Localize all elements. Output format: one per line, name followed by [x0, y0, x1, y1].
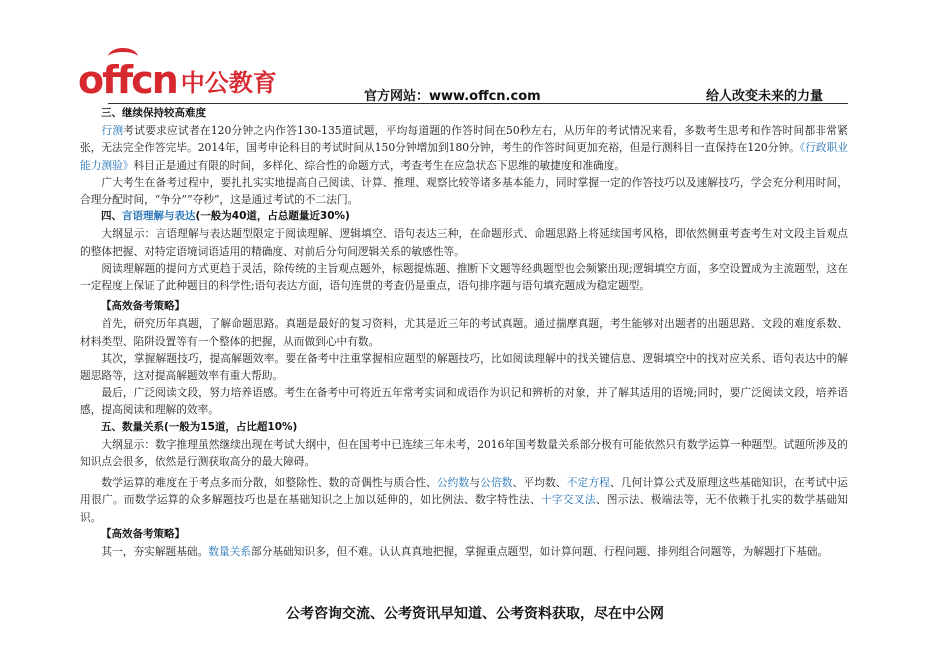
section-5-paragraph-3: 其一，夯实解题基础。数量关系部分基础知识多，但不难。认认真真地把握，掌握重点题型，如计算问题、行程问题、排列组合问题等，为解题打下基础。 [101, 545, 829, 559]
footer-slogan: 公考咨询交流、公考资讯早知道、公考资料获取，尽在中公网 [286, 606, 664, 622]
offcn-logo[interactable] [78, 56, 277, 100]
section-4-paragraph-5: 最后，广泛阅读文段，努力培养语感。考生在备考中可将近五年常考实词和成语作为识记和辨析的对象，并了解其适用的语境;同时，要广泛阅读文段，培养语感，提高阅读和理解的效率。 [80, 386, 848, 417]
section-4-paragraph-1: 大纲显示：言语理解与表达题型限定于阅读理解、逻辑填空、语句表达三种，在命题形式、命题思路上将延续国考风格，即依然侧重考查考生对文段主旨观点的整体把握、对特定语境词语适用的精确度、对前后分句间逻辑关系的敏感性等。 [80, 227, 848, 258]
section-3-paragraph-1: 行测考试要求应试者在120分钟之内作答130-135道试题，平均每道题的作答时间在50秒左右，从历年的考试情况来看，多数考生思考和作答时间都非常紧张，无法完全作答完毕。2014年，国考申论科目的考试时间从150分钟增加到180分钟，考生的作答时间更加充裕，但是行测科目一直保持在120分钟。《行政职业能力测验》科目正是通过有限的时间，多样化、综合性的命题方式，考查考生在应急状态下思维的敏捷度和准确度。 [80, 124, 849, 172]
section-5-heading: 五、数量关系(一般为15道，占比超10%) [101, 420, 298, 433]
section-4-paragraph-2: 阅读理解题的提问方式更趋于灵活，除传统的主旨观点题外，标题提炼题、推断下文题等经典题型也会频繁出现;逻辑填空方面，多空设置成为主流题型，这在一定程度上保证了此种题目的科学性;语句表达方面，语句连贯的考查仍是重点，语句排序题与语句填充题成为稳定题型。 [80, 261, 848, 293]
shizijiaocha-link[interactable]: 十字交叉法 [540, 493, 596, 507]
section-4-paragraph-4: 其次，掌握解题技巧，提高解题效率。要在备考中注重掌握相应题型的解题技巧，比如阅读理解中的找关键信息、逻辑填空中的找对应关系、语句表达中的解题思路等，这对提高解题效率有重大帮助。 [80, 351, 848, 383]
gongbeishu-link[interactable]: 公倍数 [480, 476, 513, 490]
xingzheng-test-link[interactable]: 《行政职业能力测验》 [80, 141, 849, 172]
yanyu-link[interactable]: 言语理解与表达 [122, 210, 196, 223]
section-4-strategy-heading: 【高效备考策略】 [101, 300, 185, 313]
document-body [80, 105, 848, 560]
section-5-paragraph-2: 数学运算的难度在于考点多而分散，如整除性、数的奇偶性与质合性、公约数与公倍数、平均数、不定方程、几何计算公式及原理这些基础知识，在考试中运用很广。而数学运算的众多解题技巧也是在基础知识之上加以延伸的，如比例法、数字特性法、十字交叉法、图示法、极端法等，无不依赖于扎实的数学基础知识。 [80, 476, 848, 524]
budingfangcheng-link[interactable]: 不定方程 [566, 476, 611, 490]
logo-latin-text: offcn [78, 58, 177, 102]
section-3-heading: 三、继续保持较高难度 [101, 107, 206, 119]
section-4-heading: 四、言语理解与表达(一般为40道，占总题量近30%) [101, 210, 350, 223]
header-divider [108, 103, 848, 104]
gongyueshu-link[interactable]: 公约数 [436, 476, 470, 490]
logo-arc-icon [108, 48, 138, 66]
header-slogan: 给人改变未来的力量 [706, 89, 824, 104]
section-3-paragraph-2: 广大考生在备考过程中，要扎扎实实地提高自己阅读、计算、推理、观察比较等诸多基本能力，同时掌握一定的作答技巧以及速解技巧，学会充分利用时间，合理分配时间，“争分”“夺秒”，这是通过考试的不二法门。 [80, 175, 848, 207]
logo-chinese-text: 中公教育 [180, 69, 277, 97]
shuliangguanxi-link[interactable]: 数量关系 [208, 545, 252, 559]
section-5-paragraph-1: 大纲显示：数字推理虽然继续出现在考试大纲中，但在国考中已连续三年未考，2016年国考数量关系部分极有可能依然只有数学运算一种题型。试题所涉及的知识点会很多，依然是行测获取高分的最大障碍。 [80, 437, 848, 469]
section-5-strategy-heading: 【高效备考策略】 [101, 527, 185, 540]
section-4-paragraph-3: 首先，研究历年真题，了解命题思路。真题是最好的复习资料，尤其是近三年的考试真题。通过揣摩真题，考生能够对出题者的出题思路、文段的难度系数、材料类型、陷阱设置等有一个整体的把握，从而做到心中有数。 [80, 317, 848, 348]
header-website[interactable]: 官方网站：www.offcn.com [364, 89, 541, 104]
xingce-link[interactable]: 行测 [101, 124, 124, 138]
